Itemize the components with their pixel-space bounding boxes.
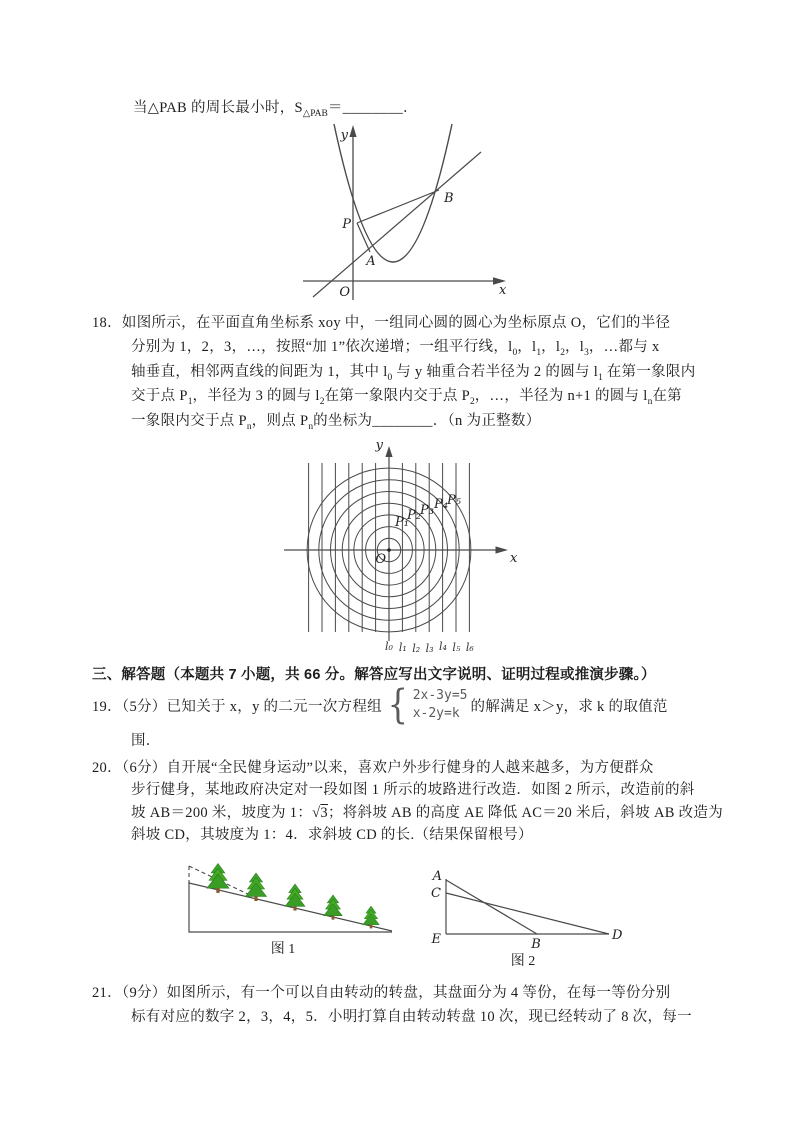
- q19-line-2: 围．: [131, 733, 161, 749]
- tree-icon: [246, 873, 267, 901]
- q19-line-1: [92, 684, 668, 726]
- label-y: y: [340, 128, 348, 143]
- label-e: E: [431, 932, 441, 947]
- equation-1: 2x-3y=5: [412, 688, 468, 703]
- q20-line-1: 20．（6分）自开展“全民健身运动”以来，喜欢户外步行健身的人越来越多，为方便群众: [92, 760, 654, 776]
- q18-line-3: 轴垂直，相邻两直线的间距为 1，其中 $l_0$ 与 y 轴重合若半径为 2 的圆与 $l_1$ 在第一象限内: [131, 364, 696, 383]
- figure-2-geometry: [425, 856, 625, 971]
- label-d: D: [612, 928, 623, 943]
- label-l2: l₂: [412, 642, 421, 655]
- label-x: x: [499, 283, 507, 298]
- q19-lead-text: 19．（5分）已知关于 x，y 的二元一次方程组: [92, 698, 382, 715]
- label-l6: l₆: [465, 641, 474, 654]
- equation-2: x-2y=k: [412, 706, 460, 721]
- q21-line-1: 21．（9分）如图所示，有一个可以自由转动的转盘，其盘面分为 4 等份，在每一等份分别: [92, 985, 671, 1001]
- tree-icon: [207, 864, 229, 893]
- label-a: A: [432, 869, 442, 884]
- origin-dot: [387, 548, 391, 552]
- q18-line-4: 交于点 $P_1$，半径为 3 的圆与 $l_2$在第一象限内交于点 $P_2$，…，半径为 n+1 的圆与 $l_n$在第: [131, 388, 682, 407]
- label-origin: O: [375, 552, 386, 567]
- label-l5: l₅: [452, 641, 461, 654]
- label-l4: l₄: [439, 640, 447, 653]
- line-through-ab: [313, 152, 481, 297]
- q21-line-2: 标有对应的数字 2，3，4，5．小明打算自由转动转盘 10 次，现已经转动了 8 次，每一: [131, 1009, 692, 1025]
- label-l3: l₃: [425, 642, 434, 655]
- segment-ab: [446, 880, 537, 934]
- section-3-heading: 三、解答题（本题共 7 小题，共 66 分。解答应写出文字说明、证明过程或推演步骤。）: [92, 667, 656, 683]
- label-l1: l₁: [398, 641, 407, 654]
- q17-completion-line: 当△PAB 的周长最小时，$S_{\triangle PAB}=\_\_\_\_\_\_\_\_$．: [133, 100, 418, 119]
- label-x: x: [510, 551, 518, 566]
- label-b: B: [531, 937, 541, 952]
- figure-2-caption: 图 2: [510, 954, 536, 969]
- x-axis-arrow: [496, 546, 509, 553]
- q20-line-3: 坡 AB＝200 米，坡度为 1：√3；将斜坡 AB 的高度 AE 降低 AC＝20 米后，斜坡 AB 改造为: [131, 805, 724, 821]
- y-axis-arrow: [385, 446, 392, 457]
- figure-concentric-circles: [278, 438, 523, 656]
- q20-line-2: 步行健身，某地政府决定对一段如图 1 所示的坡路进行改造．如图 2 所示，改造前的斜: [131, 782, 695, 798]
- label-p4: P₄: [434, 497, 448, 512]
- equation-system: [385, 682, 468, 728]
- label-p3: P₃: [420, 503, 434, 518]
- label-l0: l₀: [385, 640, 393, 653]
- label-y: y: [375, 438, 383, 453]
- label-point-b: B: [444, 191, 454, 206]
- label-p5: P₅: [447, 493, 461, 508]
- q20-line-4: 斜坡 CD，其坡度为 1：4．求斜坡 CD 的长.（结果保留根号）: [131, 827, 533, 843]
- system-brace: {: [387, 682, 409, 728]
- label-p1: P₁: [395, 515, 409, 530]
- label-c: C: [431, 886, 441, 901]
- tree-icon: [285, 884, 305, 911]
- q18-line-5: 一象限内交于点 $P_n$，则点 $P_n$的坐标为________．（n 为正整数）: [131, 413, 541, 432]
- label-point-a: A: [366, 254, 376, 269]
- figure-parabola: [295, 121, 515, 304]
- q18-line-2: 分别为 1，2，3，…，按照“加 1”依次递增；一组平行线，$l_0$，$l_1$，$l_2$，$l_3$，…都与 x: [131, 339, 660, 358]
- figure-1-caption: 图 1: [270, 942, 296, 957]
- figure-1-slope: [183, 856, 398, 960]
- label-point-p: P: [342, 217, 351, 232]
- q19-tail-text: 的解满足 x＞y，求 k 的取值范: [470, 698, 668, 715]
- q18-line-1: 18．如图所示，在平面直角坐标系 xoy 中，一组同心圆的圆心为坐标原点 O，它们的半径: [92, 315, 671, 331]
- y-axis-arrow: [349, 125, 356, 137]
- label-origin: O: [339, 285, 350, 300]
- label-p2: P₂: [407, 508, 421, 523]
